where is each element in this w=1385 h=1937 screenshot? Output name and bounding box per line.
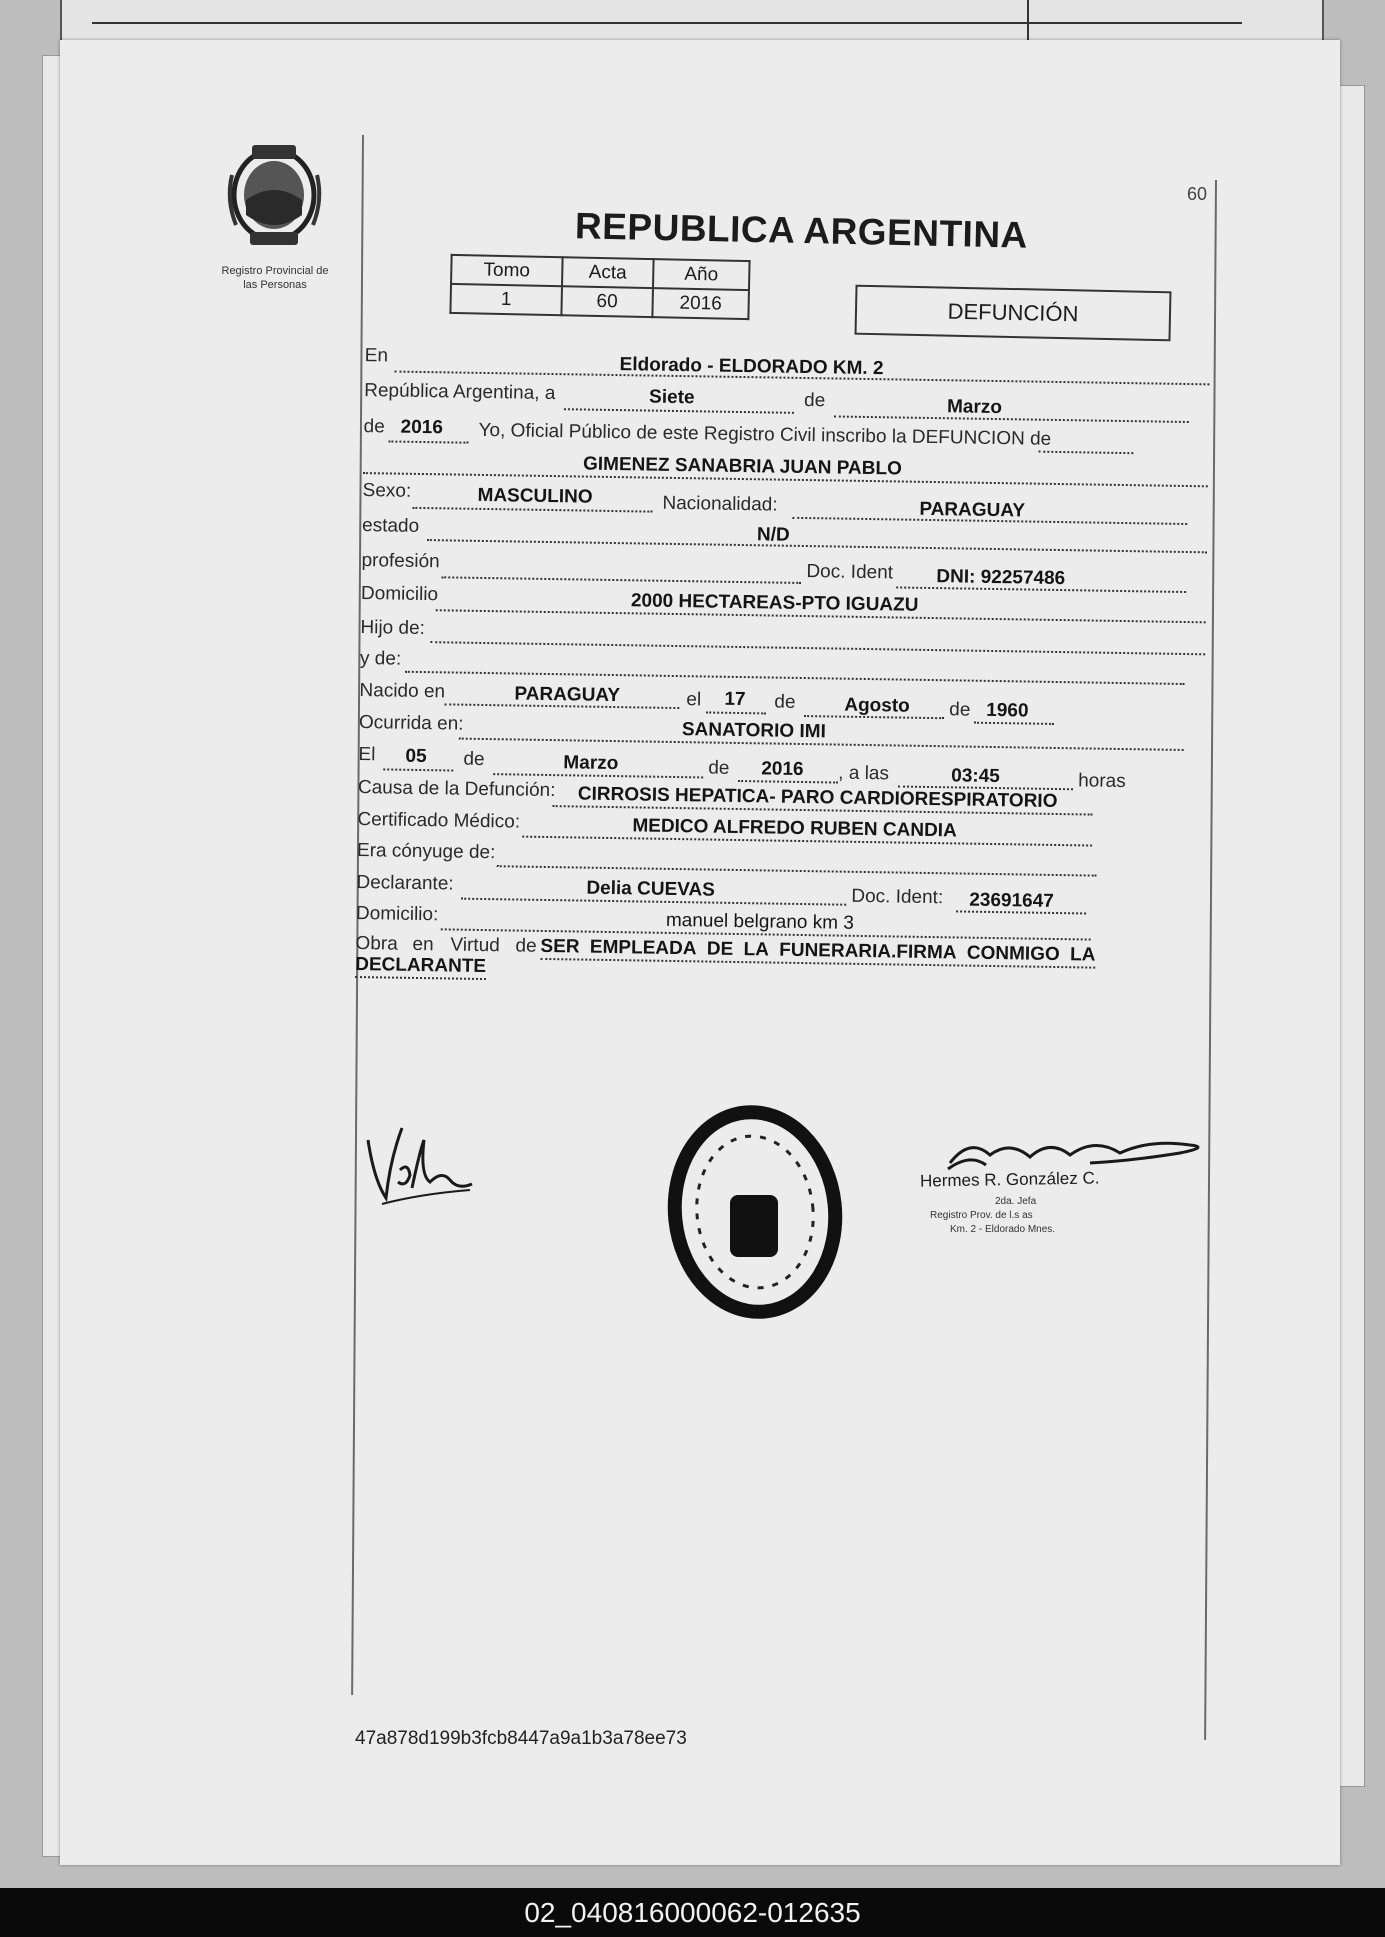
obra-line-2: DECLARANTE — [355, 954, 486, 980]
official-location: Km. 2 - Eldorado Mnes. — [950, 1224, 1056, 1235]
birth-day: 17 — [724, 688, 746, 711]
domicilio2-value: manuel belgrano km 3 — [665, 909, 855, 934]
nacido-value: PARAGUAY — [514, 683, 621, 707]
profesion-label: profesión — [361, 550, 440, 573]
declarante-label: Declarante: — [356, 872, 454, 895]
yo-text: Yo, Oficial Público de este Registro Civil inscribo la DEFUNCION de — [478, 419, 1052, 450]
de-label-1: de — [803, 389, 826, 412]
year-value: 2016 — [400, 416, 444, 439]
document-hash: 47a878d199b3fcb8447a9a1b3a78ee73 — [355, 1728, 687, 1749]
de-label-5: de — [463, 748, 485, 771]
obra-text-word: EMPLEADA — [589, 936, 697, 960]
de-label-4: de — [949, 699, 971, 721]
back-sheet-divider — [1027, 0, 1029, 45]
sexo-label: Sexo: — [362, 480, 412, 502]
nacido-label: Nacido en — [359, 680, 446, 703]
yde-label: y de: — [359, 648, 402, 670]
obra-text-word: LA — [743, 939, 770, 961]
causa-value: CIRROSIS HEPATICA- PARO CARDIORESPIRATORIO — [577, 783, 1058, 813]
domicilio-label: Domicilio — [360, 583, 439, 606]
republica-label: República Argentina, a — [364, 380, 556, 405]
obra-word-1: Obra — [355, 933, 398, 955]
death-year: 2016 — [761, 758, 804, 781]
declarante-value: Delia CUEVAS — [586, 877, 716, 901]
record-type-box: DEFUNCIÓN — [855, 285, 1172, 342]
form-body — [46, 35, 1345, 1255]
certificate-page — [60, 40, 1340, 1865]
en-label: En — [364, 345, 389, 367]
table-header-ano: Año — [653, 259, 750, 290]
estado-value: N/D — [756, 524, 790, 546]
document-title: REPUBLICA ARGENTINA — [574, 205, 1029, 256]
conyuge-label: Era cónyuge de: — [356, 840, 496, 864]
estado-line — [427, 539, 1207, 553]
ocurrida-label: Ocurrida en: — [358, 712, 464, 735]
obra-word-4: de — [515, 935, 537, 957]
table-value-ano: 2016 — [652, 288, 749, 319]
de-label-3: de — [774, 691, 796, 713]
obra-text-word: SER — [540, 935, 580, 958]
horas-label: horas — [1077, 770, 1126, 793]
hijo-label: Hijo de: — [360, 617, 426, 640]
profesion-line — [441, 576, 801, 584]
page-number: 60 — [1187, 184, 1208, 204]
obra-word-3: Virtud — [450, 934, 500, 957]
doc-ident-value: DNI: 92257486 — [936, 566, 1066, 590]
table-header-acta: Acta — [562, 257, 654, 288]
el-label: el — [686, 689, 702, 711]
de-label-2: de — [363, 416, 385, 438]
registry-label-line2: las Personas — [243, 279, 307, 291]
obra-text-word: CONMIGO — [966, 942, 1060, 966]
obra-line-1 — [540, 936, 1095, 969]
domicilio-value: 2000 HECTAREAS-PTO IGUAZU — [630, 590, 919, 616]
official-stamp-icon — [665, 1100, 845, 1325]
registry-label-line1: Registro Provincial de — [221, 265, 329, 277]
doc-ident2-value: 23691647 — [969, 889, 1054, 912]
declarant-signature-icon — [360, 1120, 480, 1215]
scan-footer-id: 02_040816000062-012635 — [524, 1897, 861, 1928]
table-value-tomo: 1 — [450, 284, 561, 315]
death-day: 05 — [405, 745, 427, 768]
obra-text-word: DE — [706, 938, 734, 960]
ocurrida-value: SANATORIO IMI — [681, 719, 826, 743]
conyuge-line — [497, 865, 1097, 876]
official-role: 2da. Jefa — [995, 1196, 1037, 1207]
death-time: 03:45 — [951, 765, 1000, 788]
nacionalidad-value: PARAGUAY — [919, 498, 1026, 522]
month-word: Marzo — [946, 396, 1003, 419]
hijo-line — [430, 641, 1205, 655]
day-word: Siete — [648, 386, 695, 409]
obra-text-word: FUNERARIA.FIRMA — [779, 939, 957, 964]
certificado-label: Certificado Médico: — [357, 809, 521, 833]
causa-label: Causa de la Defunción: — [357, 777, 556, 802]
deceased-name: GIMENEZ SANABRIA JUAN PABLO — [582, 453, 903, 480]
nacionalidad-label: Nacionalidad: — [662, 492, 778, 516]
birth-day-line — [706, 711, 766, 714]
estado-label: estado — [361, 515, 420, 537]
el2-label: El — [358, 744, 376, 766]
death-month: Marzo — [563, 752, 619, 775]
yo-line — [1038, 451, 1133, 454]
doc-ident-label: Doc. Ident — [806, 561, 894, 584]
official-name: Hermes R. González C. — [919, 1168, 1100, 1191]
back-sheet-rule — [92, 22, 1242, 24]
day-line — [564, 408, 794, 414]
obra-word-2: en — [412, 933, 434, 956]
birth-year: 1960 — [986, 699, 1029, 722]
alas-label: , a las — [838, 762, 890, 785]
obra-text-word: LA — [1069, 944, 1096, 966]
domicilio2-label: Domicilio: — [355, 903, 439, 926]
sexo-value: MASCULINO — [477, 484, 593, 508]
death-day-line — [383, 768, 453, 771]
month-line — [834, 415, 1189, 423]
doc-ident2-label: Doc. Ident: — [851, 885, 944, 909]
scan-footer — [0, 1888, 1385, 1937]
certificado-value: MEDICO ALFREDO RUBEN CANDIA — [632, 815, 957, 842]
official-office: Registro Prov. de l.s as — [930, 1210, 1033, 1221]
table-value-acta: 60 — [561, 286, 653, 317]
de-label-6: de — [708, 757, 730, 779]
year-line — [388, 440, 468, 443]
table-header-tomo: Tomo — [451, 255, 562, 286]
en-value: Eldorado - ELDORADO KM. 2 — [619, 354, 884, 380]
birth-month: Agosto — [844, 694, 910, 717]
